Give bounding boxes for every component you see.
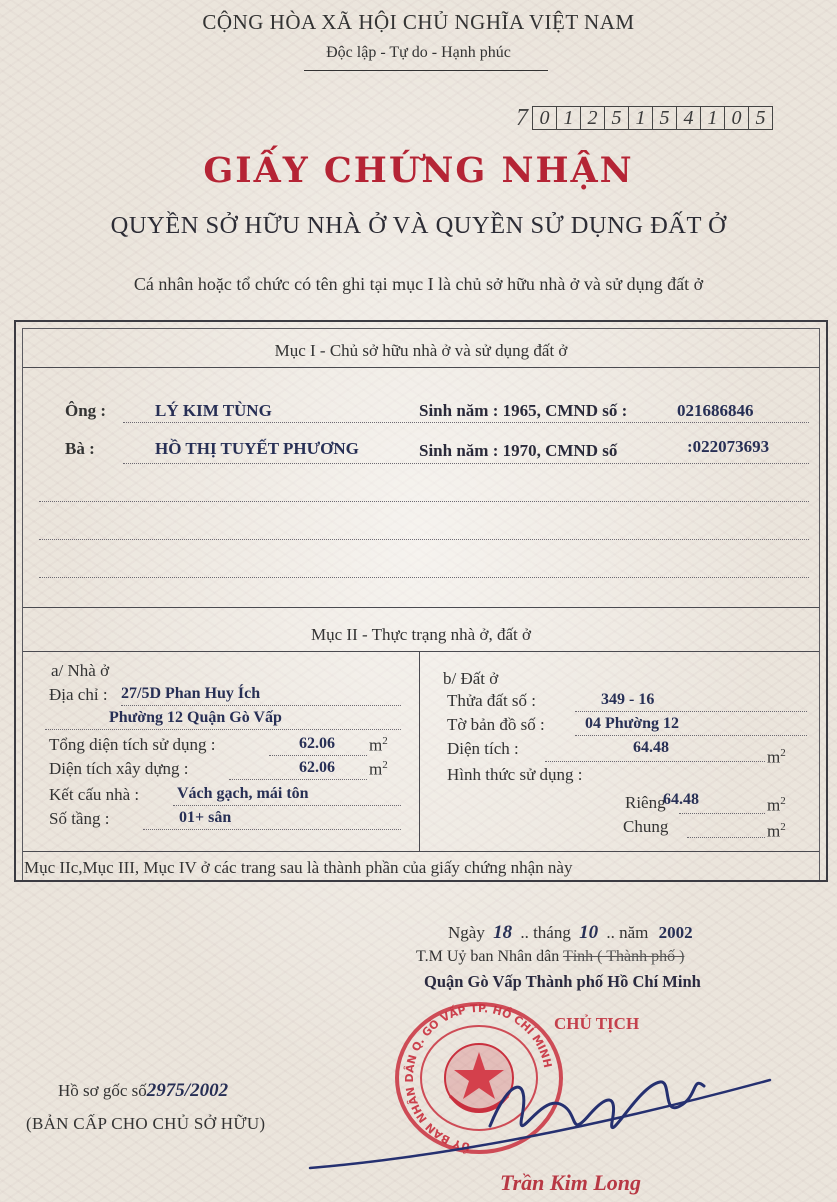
- area-unit: [767, 747, 786, 768]
- owner-1-prefix: Ông :: [65, 401, 107, 420]
- issue-date: [448, 922, 693, 944]
- house-structure-label: Kết cấu nhà :: [49, 785, 140, 804]
- dotted-line: [575, 711, 807, 712]
- house-built-area: 62.06: [299, 759, 335, 776]
- area-unit: [369, 735, 388, 756]
- certificate-title: GIẤY CHỨNG NHẬN: [203, 150, 634, 191]
- committee-struck: Tỉnh ( Thành phố ): [562, 948, 685, 965]
- dotted-line: [687, 837, 765, 838]
- dotted-line: [545, 761, 765, 762]
- footnote: Mục IIc,Mục III, Mục IV ở các trang sau là thành phần của giấy chứng nhận này: [24, 858, 573, 877]
- house-address-line1: 27/5D Phan Huy Ích: [121, 685, 261, 702]
- house-floors: 01+ sân: [179, 809, 232, 826]
- dots: ..: [520, 923, 529, 942]
- serial-digit: 1: [701, 107, 725, 129]
- land-plot: 349 - 16: [601, 691, 655, 708]
- committee-line: [416, 948, 684, 966]
- serial-digit-boxes: [532, 106, 773, 130]
- serial-digit: 5: [605, 107, 629, 129]
- owner-1-dotted-line: [123, 422, 809, 423]
- dots: ..: [606, 923, 615, 942]
- area-unit: [369, 759, 388, 780]
- unit-sup: 2: [382, 759, 388, 771]
- land-map: 04 Phường 12: [585, 715, 680, 732]
- unit-m: m: [767, 747, 781, 767]
- signer-name: Trần Kim Long: [500, 1170, 641, 1195]
- serial-digit: 0: [725, 107, 749, 129]
- day-label: Ngày: [448, 923, 485, 942]
- unit-sup: 2: [382, 735, 388, 747]
- dotted-line: [45, 729, 401, 730]
- section-1-divider: [23, 367, 819, 368]
- section-2-title: Mục II - Thực trạng nhà ở, đất ở: [311, 625, 531, 644]
- dotted-line: [269, 755, 367, 756]
- blank-dotted-line: [39, 501, 809, 502]
- form-inner-frame: [22, 328, 820, 880]
- chairman-title: CHỦ TỊCH: [554, 1014, 640, 1033]
- land-shared-label: Chung: [623, 817, 669, 836]
- owner-2-dotted-line: [123, 463, 809, 464]
- year-label: năm: [619, 923, 649, 942]
- file-number-value: 2975/2002: [146, 1080, 229, 1101]
- handwritten-signature: [300, 1056, 780, 1176]
- house-structure: Vách gạch, mái tôn: [177, 785, 309, 802]
- land-private-label: Riêng: [625, 793, 666, 812]
- serial-digit: 0: [533, 107, 557, 129]
- owner-2-name: HỒ THỊ TUYẾT PHƯƠNG: [155, 439, 359, 458]
- unit-m: m: [369, 759, 383, 779]
- area-unit: [767, 795, 786, 816]
- file-number-label: Hồ sơ gốc số: [58, 1081, 147, 1100]
- house-heading: a/ Nhà ở: [51, 661, 110, 680]
- year-value: 2002: [658, 923, 693, 942]
- national-title: CỘNG HÒA XÃ HỘI CHỦ NGHĨA VIỆT NAM: [202, 10, 635, 34]
- month-value: 10: [579, 922, 599, 943]
- dotted-line: [679, 813, 765, 814]
- section-2-top-divider: [23, 607, 819, 608]
- seal-text: ỦY BAN NHÂN DÂN Q. GÒ VẤP TP. HỒ CHÍ MINH: [403, 1001, 555, 1154]
- section-2-bottom-divider: [23, 851, 819, 852]
- unit-sup: 2: [780, 795, 786, 807]
- house-address-label: Địa chỉ :: [49, 685, 108, 704]
- house-built-area-label: Diện tích xây dựng :: [49, 759, 189, 778]
- motto-underline: [304, 70, 548, 71]
- unit-sup: 2: [780, 747, 786, 759]
- dotted-line: [575, 735, 807, 736]
- owner-1-birth-label: Sinh năm : 1965, CMND số :: [419, 401, 628, 420]
- house-total-area-label: Tổng diện tích sử dụng :: [49, 735, 216, 754]
- owner-2-birth-label: Sinh năm : 1970, CMND số: [419, 441, 618, 460]
- certificate-form: [14, 320, 828, 882]
- unit-m: m: [369, 735, 383, 755]
- owner-1-id: 021686846: [677, 401, 754, 420]
- serial-digit: 1: [629, 107, 653, 129]
- national-motto: Độc lập - Tự do - Hạnh phúc: [326, 44, 511, 61]
- dotted-line: [173, 805, 401, 806]
- owner-1-name: LÝ KIM TÙNG: [155, 401, 272, 420]
- serial-prefix: 7: [516, 104, 528, 131]
- serial-digit: 2: [581, 107, 605, 129]
- dotted-line: [229, 779, 367, 780]
- serial-digit: 4: [677, 107, 701, 129]
- copy-note: (BẢN CẤP CHO CHỦ SỞ HỮU): [26, 1114, 266, 1133]
- dotted-line: [121, 705, 401, 706]
- dotted-line: [143, 829, 401, 830]
- owner-2-prefix: Bà :: [65, 439, 95, 458]
- unit-sup: 2: [780, 821, 786, 833]
- land-area: 64.48: [633, 739, 669, 756]
- serial-digit: 1: [557, 107, 581, 129]
- certificate-subtitle: QUYỀN SỞ HỮU NHÀ Ở VÀ QUYỀN SỬ DỤNG ĐẤT Ở: [110, 212, 727, 239]
- area-unit: [767, 821, 786, 842]
- land-area-label: Diện tích :: [447, 739, 519, 758]
- land-map-label: Tờ bản đồ số :: [447, 715, 545, 734]
- month-label: tháng: [533, 923, 571, 942]
- day-value: 18: [493, 922, 513, 943]
- committee-label: T.M Uỷ ban Nhân dân: [416, 948, 560, 965]
- section-1-title: Mục I - Chủ sở hữu nhà ở và sử dụng đất ở: [274, 341, 568, 360]
- intro-text: Cá nhân hoặc tổ chức có tên ghi tại mục I là chủ sở hữu nhà ở và sử dụng đất ở: [133, 274, 704, 294]
- unit-m: m: [767, 821, 781, 841]
- blank-dotted-line: [39, 539, 809, 540]
- file-number: [58, 1080, 228, 1102]
- serial-digit: 5: [653, 107, 677, 129]
- unit-m: m: [767, 795, 781, 815]
- serial-digit: 5: [755, 107, 766, 129]
- district-line: Quận Gò Vấp Thành phố Hồ Chí Minh: [424, 972, 701, 991]
- section-2-divider: [23, 651, 819, 652]
- land-heading: b/ Đất ở: [443, 669, 499, 688]
- blank-dotted-line: [39, 577, 809, 578]
- house-address-line2: Phường 12 Quận Gò Vấp: [109, 709, 282, 726]
- land-use-label: Hình thức sử dụng :: [447, 765, 583, 784]
- house-total-area: 62.06: [299, 735, 335, 752]
- land-plot-label: Thửa đất số :: [447, 691, 537, 710]
- house-floors-label: Số tầng :: [49, 809, 110, 828]
- owner-2-id: :022073693: [687, 437, 770, 456]
- serial-number: [516, 106, 773, 130]
- land-private: 64.48: [663, 791, 699, 808]
- section-2-column-divider: [419, 651, 420, 851]
